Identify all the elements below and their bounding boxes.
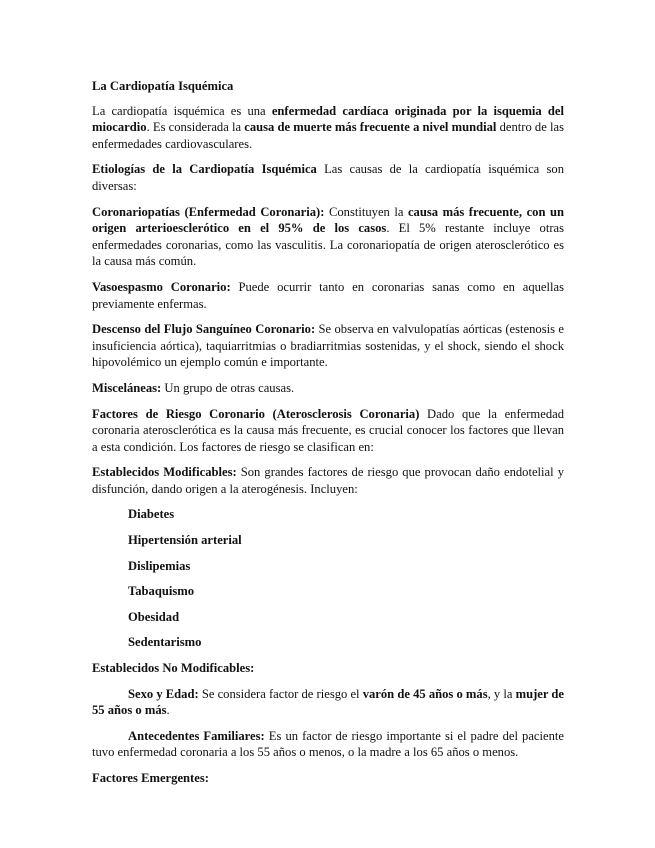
list-item: Sedentarismo — [128, 635, 202, 650]
modificables-paragraph: Establecidos Modificables: Son grandes factores de riesgo que provocan daño endotelial y disfunción, dando origen a la aterogénesis. Incluyen: — [92, 465, 564, 496]
vasoespasmo-paragraph: Vasoespasmo Coronario: Puede ocurrir tanto en coronarias sanas como en aquellas previamente enfermas. — [92, 279, 564, 311]
document-title: La Cardiopatía Isquémica — [92, 79, 234, 93]
miscelaneas-heading: Misceláneas: — [92, 380, 162, 395]
sexo-edad-heading: Sexo y Edad: — [128, 686, 199, 701]
descenso-heading: Descenso del Flujo Sanguíneo Coronario: — [92, 322, 316, 337]
antecedentes-paragraph: Antecedentes Familiares: Es un factor de riesgo importante si el padre del paciente tuvo enfermedad coronaria a los 55 años o menos, o la madre a los 65 años o menos. — [92, 728, 564, 760]
antecedentes-heading: Antecedentes Familiares: — [128, 728, 265, 743]
etiologias-paragraph: Etiologías de la Cardiopatía Isquémica Las causas de la cardiopatía isquémica son diversas: — [92, 162, 565, 193]
list-item: Tabaquismo — [128, 584, 195, 599]
no-modificables-heading: Establecidos No Modificables: — [92, 661, 255, 676]
factores-paragraph: Factores de Riesgo Coronario (Aterosclerosis Coronaria) Dado que la enfermedad coronaria aterosclerótica es la causa más frecuente, es crucial conocer los factores que llevan a esta condición. Los factores de riesgo se clasifican en: — [92, 406, 564, 454]
intro-paragraph: La cardiopatía isquémica es una enfermedad cardíaca originada por la isquemia del miocardio. Es considerada la causa de muerte más frecuente a nivel mundial dentro de las enfermedades cardiovasculares. — [92, 103, 564, 151]
miscelaneas-paragraph: Misceláneas: Un grupo de otras causas. — [92, 380, 295, 395]
factores-heading: Factores de Riesgo Coronario (Aterosclerosis Coronaria) — [92, 406, 420, 421]
modificables-heading: Establecidos Modificables: — [92, 465, 237, 480]
etiologias-heading: Etiologías de la Cardiopatía Isquémica — [92, 162, 317, 177]
sexo-edad-paragraph: Sexo y Edad: Se considera factor de riesgo el varón de 45 años o más, y la mujer de 55 años o más. — [92, 686, 564, 718]
emergentes-heading: Factores Emergentes: — [92, 771, 209, 785]
descenso-paragraph: Descenso del Flujo Sanguíneo Coronario: Se observa en valvulopatías aórticas (estenosis e insuficiencia aórtica), taquiarritmias o bradiarritmias sostenidas, y el shock, siendo el shock hipovolémico un ejemplo común e importante. — [92, 322, 564, 370]
list-item: Dislipemias — [128, 558, 191, 573]
coronariopatias-heading: Coronariopatías (Enfermedad Coronaria): — [92, 204, 325, 219]
coronariopatias-paragraph: Coronariopatías (Enfermedad Coronaria): Constituyen la causa más frecuente, con un origen arterioesclerótico en el 95% de los casos. El 5% restante incluye otras enfermedades coronarias, como las vasculitis. La coronariopatía de origen aterosclerótico es la causa más común. — [92, 204, 565, 269]
document-page — [92, 68, 564, 796]
list-item: Diabetes — [128, 507, 175, 522]
list-item: Obesidad — [128, 609, 180, 624]
vasoespasmo-heading: Vasoespasmo Coronario: — [92, 279, 231, 294]
list-item: Hipertensión arterial — [128, 533, 242, 548]
